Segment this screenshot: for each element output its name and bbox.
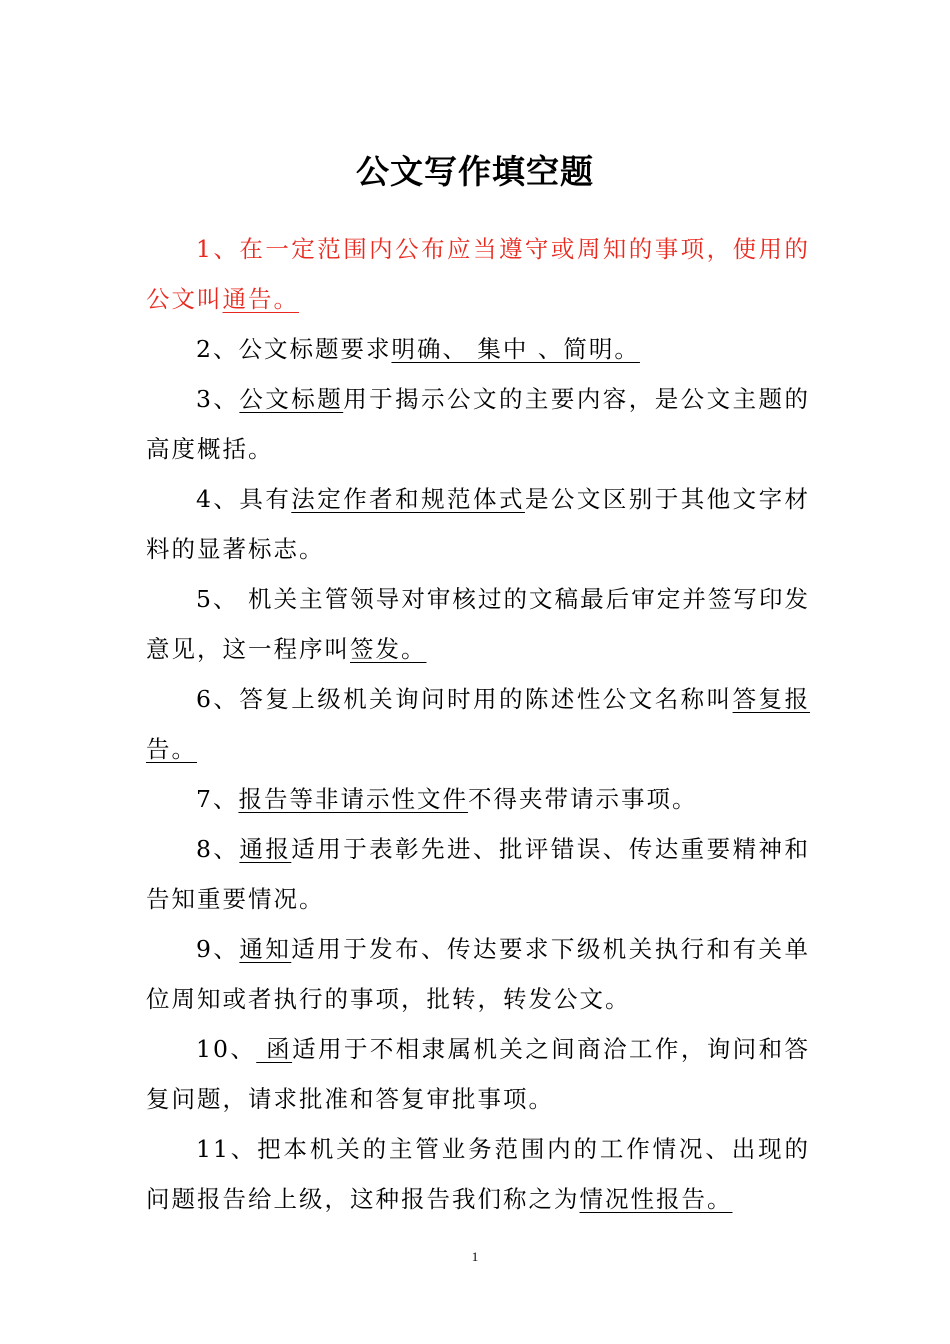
question-item-10 [146, 1024, 810, 1124]
question-text-end: 是公文区别于其他文字材料的显著标志。 [146, 485, 811, 563]
question-text-end: 用于揭示公文的主要内容，是公文主题的高度概括。 [146, 385, 811, 463]
answer-blank: 通知 [239, 935, 292, 963]
answer-blank: 通告。 [222, 285, 299, 313]
document-title: 公文写作填空题 [356, 152, 594, 192]
question-text: 5、 机关主管领导对审核过的文稿最后审定并签写印发意见，这一程序叫 [146, 585, 810, 663]
answer-blank: 答复报告。 [146, 685, 811, 763]
answer-blank: 法定作者和规范体式 [291, 485, 525, 513]
question-text: 10、 [196, 1035, 257, 1063]
question-item-8 [146, 824, 810, 924]
question-item-6 [146, 674, 810, 774]
question-text: 9、 [196, 935, 240, 963]
answer-blank: 公文标题 [239, 385, 344, 413]
question-text: 7、 [196, 785, 239, 813]
question-item-11 [146, 1124, 810, 1224]
question-text: 1、在一定范围内公布应当遵守或周知的事项，使用的公文叫 [146, 235, 810, 313]
question-text: 2、公文标题要求 [196, 335, 392, 363]
answer-blank: 明确、 集中 、简明。 [391, 335, 640, 363]
question-text-end: 适用于不相隶属机关之间商洽工作，询问和答复问题，请求批准和答复审批事项。 [146, 1035, 811, 1113]
page-number: 1 [471, 1249, 479, 1264]
question-text-end: 适用于表彰先进、批评错误、传达重要精神和告知重要情况。 [146, 835, 811, 913]
question-text-end: 适用于发布、传达要求下级机关执行和有关单位周知或者执行的事项，批转，转发公文。 [146, 935, 811, 1013]
question-item-5 [146, 574, 810, 674]
question-item-9 [146, 924, 810, 1024]
question-item-4 [146, 474, 810, 574]
answer-blank: 情况性报告。 [579, 1185, 733, 1213]
question-item-3 [146, 374, 810, 474]
question-text: 4、具有 [196, 485, 292, 513]
question-text: 6、答复上级机关询问时用的陈述性公文名称叫 [196, 685, 733, 713]
question-item-1 [146, 224, 810, 324]
question-text: 8、 [196, 835, 240, 863]
answer-blank: 函 [256, 1035, 293, 1063]
question-text: 11、把本机关的主管业务范围内的工作情况、出现的问题报告给上级，这种报告我们称之为 [146, 1135, 810, 1213]
question-list [146, 224, 810, 1224]
answer-blank: 通报 [239, 835, 292, 863]
question-text: 3、 [196, 385, 240, 413]
answer-blank: 签发。 [350, 635, 427, 663]
answer-blank: 报告等非请示性文件 [238, 785, 468, 813]
question-item-2 [146, 324, 810, 374]
question-text-end: 不得夹带请示事项。 [467, 785, 698, 813]
question-item-7 [146, 774, 810, 824]
